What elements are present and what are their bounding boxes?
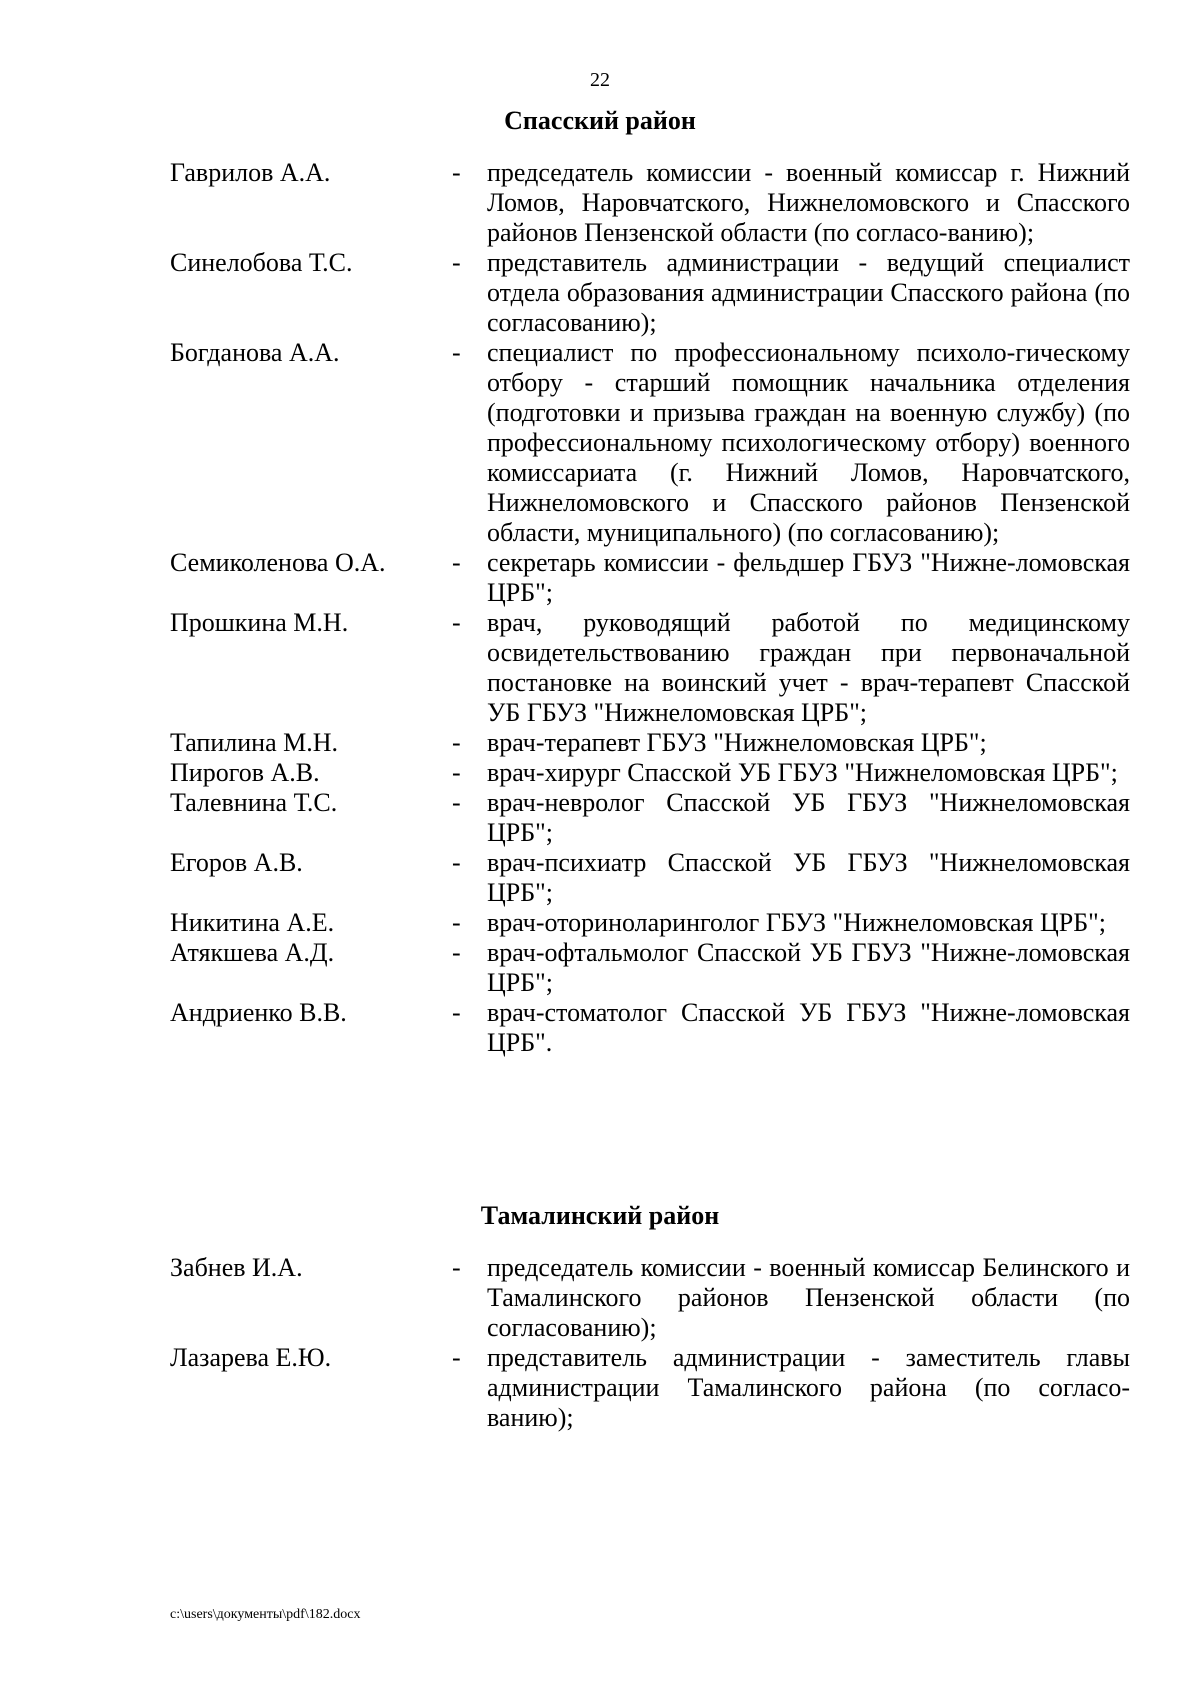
dash-separator: - bbox=[452, 1343, 461, 1372]
list-item bbox=[0, 548, 1200, 608]
member-name: Прошкина М.Н. bbox=[170, 608, 349, 637]
member-role: врач-невролог Спасской УБ ГБУЗ "Нижнеломовская ЦРБ"; bbox=[487, 788, 1130, 847]
dash-separator: - bbox=[452, 158, 461, 187]
dash-separator: - bbox=[452, 608, 461, 637]
member-name: Андриенко В.В. bbox=[170, 998, 347, 1027]
member-name: Пирогов А.В. bbox=[170, 758, 320, 787]
member-role: врач-офтальмолог Спасской УБ ГБУЗ "Нижне-ломовская ЦРБ"; bbox=[487, 938, 1130, 997]
list-item bbox=[0, 848, 1200, 908]
dash-separator: - bbox=[452, 1253, 461, 1282]
list-item bbox=[0, 1253, 1200, 1343]
dash-separator: - bbox=[452, 248, 461, 277]
list-item bbox=[0, 758, 1200, 788]
commission-list-tamalinsky bbox=[0, 1253, 1200, 1433]
list-item bbox=[0, 938, 1200, 998]
dash-separator: - bbox=[452, 998, 461, 1027]
commission-list-spassky bbox=[0, 158, 1200, 1058]
member-role: председатель комиссии - военный комиссар г. Нижний Ломов, Наровчатского, Нижнеломовского и Спасского районов Пензенской области (по согласо-ванию); bbox=[487, 158, 1130, 247]
list-item bbox=[0, 608, 1200, 728]
list-item bbox=[0, 998, 1200, 1058]
list-item bbox=[0, 908, 1200, 938]
dash-separator: - bbox=[452, 848, 461, 877]
member-role: представитель администрации - ведущий специалист отдела образования администрации Спасского района (по согласованию); bbox=[487, 248, 1130, 337]
member-role: представитель администрации - заместитель главы администрации Тамалинского района (по согласо-ванию); bbox=[487, 1343, 1130, 1432]
member-role: врач-хирург Спасской УБ ГБУЗ "Нижнеломовская ЦРБ"; bbox=[487, 758, 1118, 787]
dash-separator: - bbox=[452, 338, 461, 367]
section-title-tamalinsky: Тамалинский район bbox=[480, 1201, 720, 1230]
list-item bbox=[0, 728, 1200, 758]
member-name: Тапилина М.Н. bbox=[170, 728, 338, 757]
member-name: Забнев И.А. bbox=[170, 1253, 303, 1282]
member-role: врач, руководящий работой по медицинскому освидетельствованию граждан при первоначальной постановке на воинский учет - врач-терапевт Спасской УБ ГБУЗ "Нижнеломовская ЦРБ"; bbox=[487, 608, 1130, 727]
dash-separator: - bbox=[452, 758, 461, 787]
member-role: специалист по профессиональному психоло-гическому отбору - старший помощник начальника отделения (подготовки и призыва граждан на военную службу) (по профессиональному психологическому отбору) военного комиссариата (г. Нижний Ломов, Наровчатского, Нижнеломовского и Спасского районов Пензенской области, муниципального) (по согласованию); bbox=[487, 338, 1130, 547]
member-name: Семиколенова О.А. bbox=[170, 548, 386, 577]
member-role: врач-терапевт ГБУЗ "Нижнеломовская ЦРБ"; bbox=[487, 728, 987, 757]
member-name: Талевнина Т.С. bbox=[170, 788, 338, 817]
dash-separator: - bbox=[452, 728, 461, 757]
file-path-footer: c:\users\документы\pdf\182.docx bbox=[170, 1607, 361, 1622]
member-name: Гаврилов А.А. bbox=[170, 158, 331, 187]
dash-separator: - bbox=[452, 788, 461, 817]
member-role: врач-психиатр Спасской УБ ГБУЗ "Нижнеломовская ЦРБ"; bbox=[487, 848, 1130, 907]
dash-separator: - bbox=[452, 908, 461, 937]
member-name: Богданова А.А. bbox=[170, 338, 340, 367]
dash-separator: - bbox=[452, 548, 461, 577]
list-item bbox=[0, 788, 1200, 848]
dash-separator: - bbox=[452, 938, 461, 967]
member-role: врач-стоматолог Спасской УБ ГБУЗ "Нижне-ломовская ЦРБ". bbox=[487, 998, 1130, 1057]
member-role: председатель комиссии - военный комиссар Белинского и Тамалинского районов Пензенской области (по согласованию); bbox=[487, 1253, 1130, 1342]
page-number: 22 bbox=[590, 69, 610, 91]
list-item bbox=[0, 1343, 1200, 1433]
member-name: Лазарева Е.Ю. bbox=[170, 1343, 332, 1372]
list-item bbox=[0, 338, 1200, 548]
member-name: Атякшева А.Д. bbox=[170, 938, 335, 967]
member-name: Никитина А.Е. bbox=[170, 908, 335, 937]
member-role: секретарь комиссии - фельдшер ГБУЗ "Нижне-ломовская ЦРБ"; bbox=[487, 548, 1130, 607]
member-name: Синелобова Т.С. bbox=[170, 248, 353, 277]
list-item bbox=[0, 158, 1200, 248]
section-title-spassky: Спасский район bbox=[504, 106, 696, 135]
member-role: врач-оториноларинголог ГБУЗ "Нижнеломовская ЦРБ"; bbox=[487, 908, 1107, 937]
member-name: Егоров А.В. bbox=[170, 848, 303, 877]
list-item bbox=[0, 248, 1200, 338]
